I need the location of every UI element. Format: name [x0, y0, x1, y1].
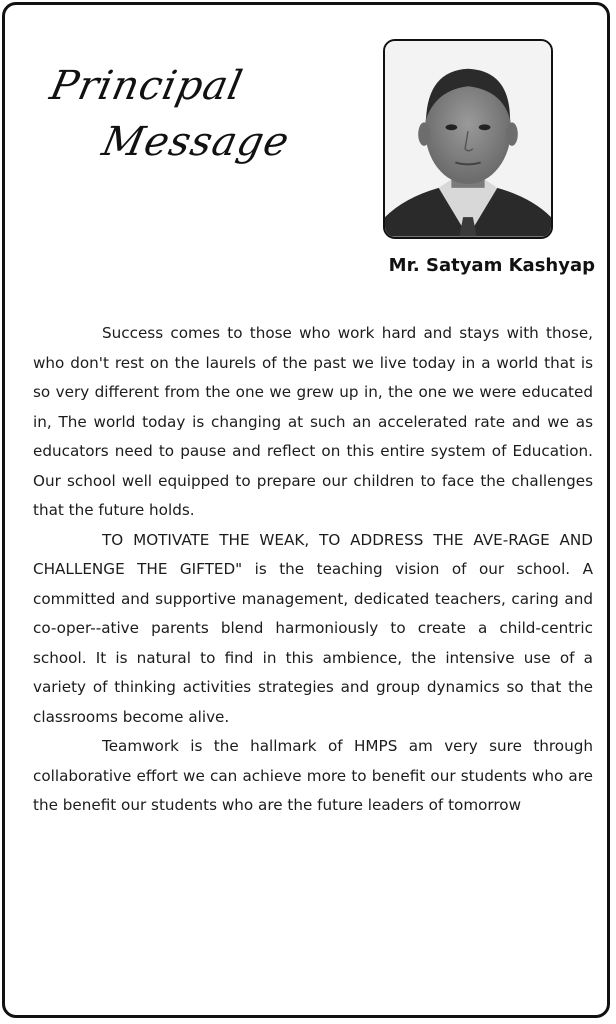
principal-photo	[383, 39, 553, 239]
message-body	[33, 319, 593, 821]
page-title	[46, 63, 331, 183]
title-line-1: Principal	[46, 63, 247, 109]
message-card	[2, 2, 610, 1018]
message-paragraph: Teamwork is the hallmark of HMPS am very sure through collaborative effort we can achieve more to benefit our students who are the benefit our students who are the future leaders of tomorrow	[33, 737, 593, 814]
message-paragraph: Success comes to those who work hard and stays with those, who don't rest on the laurels of the past we live today in a world that is so very different from the one we grew up in, the one we were educated in, The world today is changing at such an accelerated rate and we as educators need to pause and reflect on this entire system of Education. Our school well equipped to prepare our children to face the challenges that the future holds.	[33, 324, 593, 519]
message-paragraph: TO MOTIVATE THE WEAK, TO ADDRESS THE AVE-RAGE AND CHALLENGE THE GIFTED" is the teaching vision of our school. A committed and supportive management, dedicated teachers, caring and co-oper--ative parents blend harmoniously to create a child-centric school. It is natural to find in this ambience, the intensive use of a variety of thinking activities strategies and group dynamics so that the classrooms become alive.	[33, 530, 593, 726]
portrait-image	[385, 41, 551, 237]
title-line-2: Message	[98, 119, 294, 165]
principal-name: Mr. Satyam Kashyap	[388, 255, 595, 276]
